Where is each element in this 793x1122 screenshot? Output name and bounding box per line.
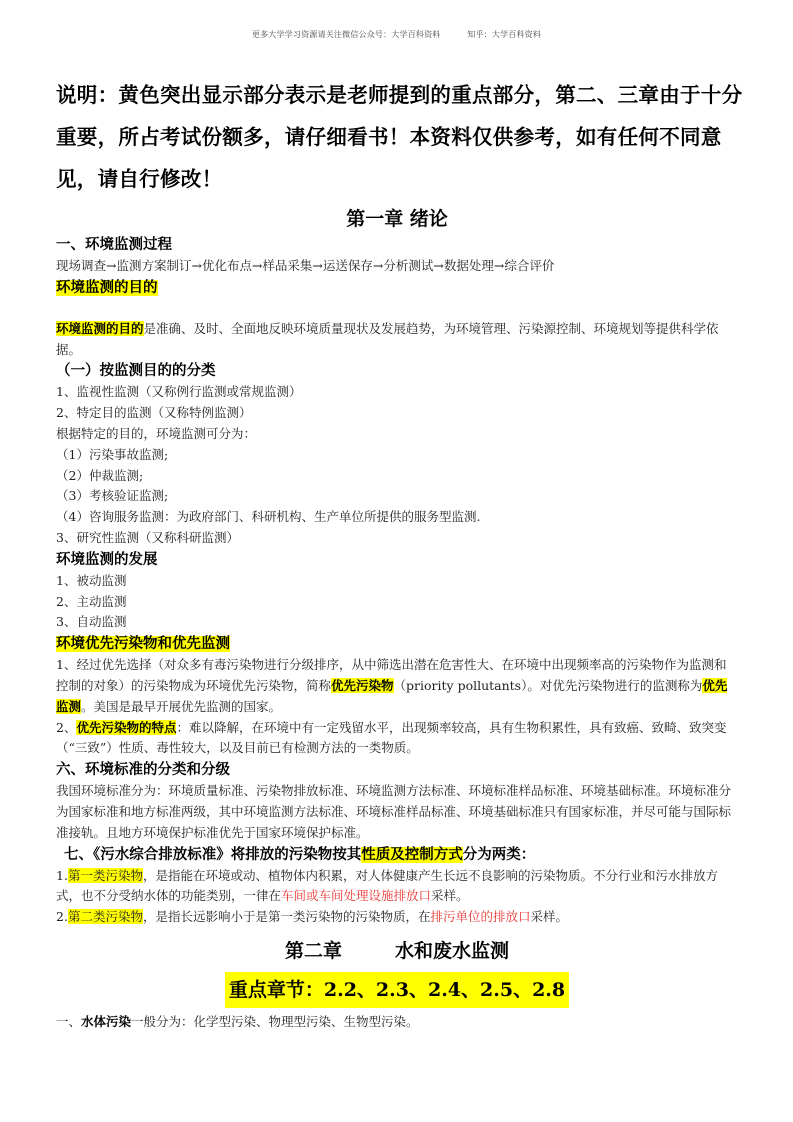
chapter-2-title: 第二章 水和废水监测 bbox=[285, 939, 509, 962]
priority-p1-text-b: （priority pollutants）。对优先污染物进行的监测称为 bbox=[393, 677, 703, 693]
standards-paragraph: 我国环境标准分为：环境质量标准、污染物排放标准、环境监测方法标准、环境标准样品标准、环境基础标准。环境标准分为国家标准和地方标准两级，其中环境监测方法标准、环境标准样品标准、环境基础标准只有国家标准，并尽可能与国际标准接轨。且地方环境保护标准优先于国家环境保护标准。 bbox=[56, 783, 732, 840]
s7-item2-end: 采样。 bbox=[530, 909, 568, 925]
class-item: （3）考核验证监测; bbox=[56, 488, 169, 504]
chapter-1-title: 第一章 绪论 bbox=[346, 208, 448, 230]
classification-heading: （一）按监测目的的分类 bbox=[56, 363, 216, 380]
intro-note: 说明：黄色突出显示部分表示是老师提到的重点部分，第二、三章由于十分重要，所占考试份额多，请仔细看书！本资料仅供参考，如有任何不同意见，请自行修改！ bbox=[56, 83, 743, 191]
purpose-term: 环境监测的目的 bbox=[56, 320, 144, 336]
dev-item: 3、自动监测 bbox=[56, 614, 127, 630]
class1-term: 第一类污染物 bbox=[67, 867, 143, 883]
class-item: （4）咨询服务监测：为政府部门、科研机构、生产单位所提供的服务型监测. bbox=[56, 509, 481, 525]
priority-pollutants-term: 优先污染物 bbox=[331, 677, 394, 693]
s7-text-b: 分为两类： bbox=[462, 846, 536, 863]
dev-item: 1、被动监测 bbox=[56, 572, 127, 588]
water-pollution-term: 水体污染 bbox=[81, 1013, 132, 1029]
section-monitoring-process-heading: 一、环境监测过程 bbox=[56, 237, 172, 253]
priority-features-term: 优先污染物的特点 bbox=[76, 719, 177, 735]
class-item: （2）仲裁监测; bbox=[56, 467, 144, 483]
class-item: 1、监视性监测（又称例行监测或常规监测） bbox=[56, 384, 302, 400]
class-item: （1）污染事故监测; bbox=[56, 446, 169, 462]
purpose-text: 是准确、及时、全面地反映环境质量现状及发展趋势，为环境管理、污染源控制、环境规划等提供科学依据。 bbox=[56, 320, 719, 357]
class2-sampling-point: 排污单位的排放口 bbox=[430, 909, 531, 925]
class-item: 3、研究性监测（又称科研监测） bbox=[56, 529, 239, 545]
dev-item: 2、主动监测 bbox=[56, 593, 127, 609]
class1-pollutants-paragraph bbox=[56, 866, 738, 908]
priority-paragraph-1 bbox=[56, 655, 738, 717]
s7-text-a: 七、《污水综合排放标准》将排放的污染物按其 bbox=[64, 846, 362, 863]
priority-p2-text: ：难以降解，在环境中有一定残留水平，出现频率较高，具有生物积累性，具有致癌、致畸、致突变（“三致”）性质、毒性较大，以及目前已有检测方法的一类物质。 bbox=[56, 719, 727, 756]
purpose-heading: 环境监测的目的 bbox=[56, 279, 158, 296]
water-pollution-paragraph bbox=[56, 1012, 738, 1033]
page-header bbox=[0, 29, 793, 40]
s7-item1-prefix: 1. bbox=[56, 867, 68, 883]
priority-p2-prefix: 2、 bbox=[56, 719, 77, 735]
priority-pollutants-heading: 环境优先污染物和优先监测 bbox=[56, 636, 230, 653]
s7-item1-text: ，是指能在环境或动、植物体内积累，对人体健康产生长远不良影响的污染物质。不分行业和污水排放方式，也不分受纳水体的功能类别，一律在 bbox=[56, 867, 718, 904]
header-zhihu-note: 知乎：大学百科资料 bbox=[467, 30, 542, 39]
priority-p1-text-a: 1、经过优先选择（对众多有毒污染物进行分级排序，从中筛选出潜在危害性大、在环境中出现频率高的污染物作为监测和控制的对象）的污染物成为环境优先污染物，简称 bbox=[56, 657, 727, 693]
class2-term: 第二类污染物 bbox=[67, 909, 143, 925]
class-item: 根据特定的目的，环境监测可分为： bbox=[56, 425, 257, 441]
document-body bbox=[56, 204, 738, 1033]
key-sections-banner: 重点章节：2.2、2.3、2.4、2.5、2.8 bbox=[225, 972, 569, 1008]
s7-item2-prefix: 2. bbox=[56, 909, 68, 925]
class-item: 2、特定目的监测（又称特例监测） bbox=[56, 405, 252, 421]
standards-heading: 六、环境标准的分类和分级 bbox=[56, 762, 230, 779]
monitoring-process-text: 现场调查→监测方案制订→优化布点→样品采集→运送保存→分析测试→数据处理→综合评价 bbox=[56, 258, 555, 273]
s7-highlight: 性质及控制方式 bbox=[361, 846, 463, 863]
priority-monitoring-term: 优先监测 bbox=[56, 677, 728, 714]
s7-item1-end: 采样。 bbox=[431, 888, 469, 904]
class1-sampling-point: 车间或车间处理设施排放口 bbox=[281, 888, 432, 904]
purpose-paragraph bbox=[56, 319, 738, 361]
wastewater-standard-heading bbox=[56, 844, 738, 866]
priority-p1-text-c: 。美国是最早开展优先监测的国家。 bbox=[81, 698, 282, 714]
water-s1-prefix: 一、 bbox=[56, 1013, 82, 1029]
development-heading: 环境监测的发展 bbox=[56, 551, 158, 568]
class2-pollutants-paragraph bbox=[56, 907, 738, 928]
header-wechat-note: 更多大学学习资源请关注微信公众号：大学百科资料 bbox=[251, 30, 441, 39]
water-pollution-text: 一般分为：化学型污染、物理型污染、生物型污染。 bbox=[131, 1013, 419, 1029]
priority-paragraph-2 bbox=[56, 718, 738, 760]
s7-item2-text: ，是指长远影响小于是第一类污染物的污染物质，在 bbox=[142, 909, 431, 925]
